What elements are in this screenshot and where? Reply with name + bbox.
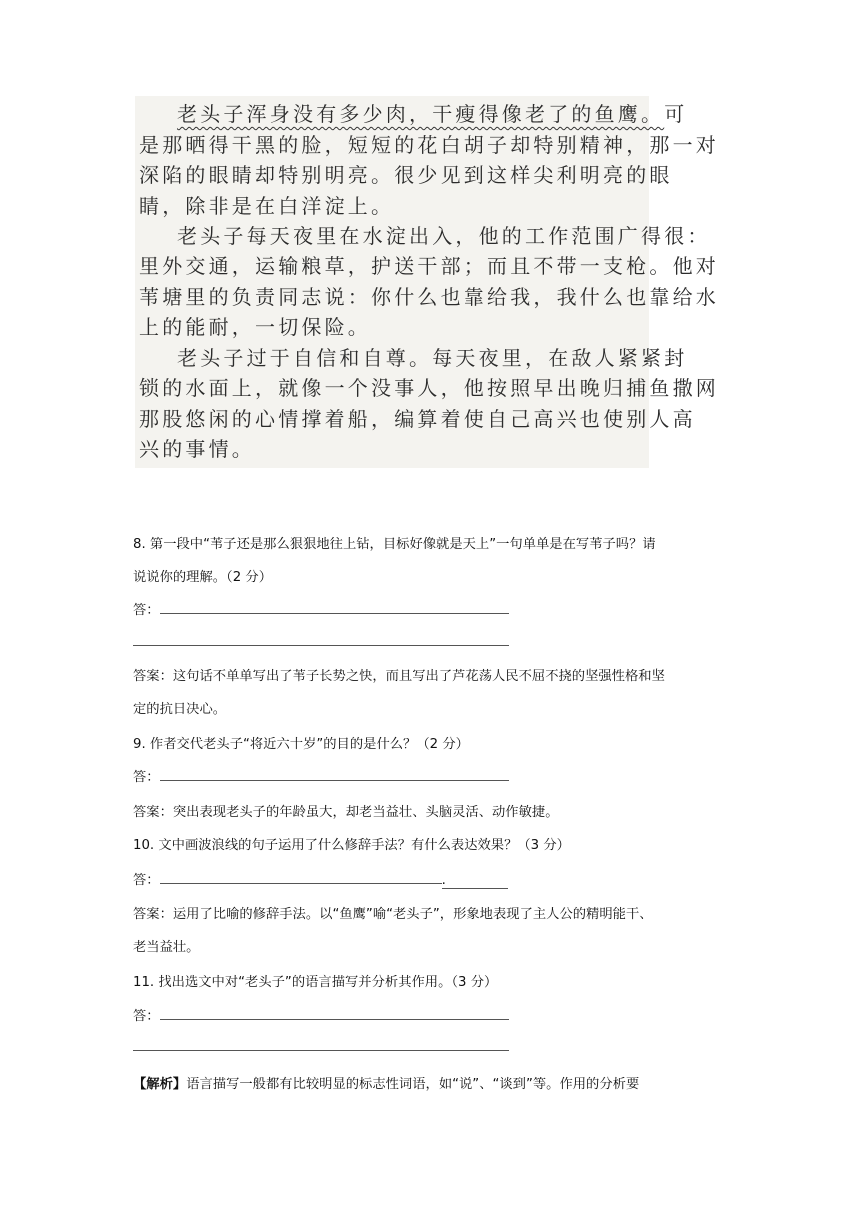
answer-8-line-1: 答案：这句话不单单写出了苇子长势之快，而且写出了芦花荡人民不屈不挠的坚强性格和坚 <box>133 669 665 684</box>
answer-11-blank-line-2[interactable] <box>133 1050 509 1051</box>
passage-line-12: 兴的事情。 <box>139 437 255 461</box>
answer-10-line-2: 老当益壮。 <box>133 940 200 955</box>
passage-line-3: 深陷的眼睛却特别明亮。很少见到这样尖利明亮的眼 <box>139 163 673 187</box>
passage-line-9: 老头子过于自信和自尊。每天夜里，在敌人紧紧封 <box>177 346 688 370</box>
passage-line-6: 里外交通，运输粮草，护送干部；而且不带一支枪。他对 <box>139 254 719 278</box>
answer-prefix: 答： <box>133 770 160 785</box>
passage-excerpt <box>135 96 719 468</box>
answer-blank-line-tail[interactable]: . <box>442 873 508 889</box>
analysis-tag: 【解析】 <box>133 1077 187 1092</box>
answer-11-field[interactable] <box>133 1005 509 1024</box>
passage-line-8: 上的能耐，一切保险。 <box>139 315 371 339</box>
question-11: 11. 找出选文中对“老头子”的语言描写并分析其作用。（3 分） <box>133 975 498 990</box>
analysis-text: 语言描写一般都有比较明显的标志性词语，如“说”、“谈到”等。作用的分析要 <box>186 1077 640 1092</box>
answer-10-line-1: 答案：运用了比喻的修辞手法。以“鱼鹰”喻“老头子”，形象地表现了主人公的精明能干、 <box>133 907 653 922</box>
passage-line-4: 睛，除非是在白洋淀上。 <box>139 194 395 218</box>
answer-blank-line[interactable] <box>160 779 509 781</box>
question-8-line-2: 说说你的理解。（2 分） <box>133 570 273 585</box>
analysis-paragraph <box>133 1073 639 1092</box>
question-10: 10. 文中画波浪线的句子运用了什么修辞手法？有什么表达效果？（3 分） <box>133 838 570 853</box>
answer-8-line-2: 定的抗日决心。 <box>133 702 227 717</box>
answer-prefix: 答： <box>133 603 160 618</box>
answer-blank-line[interactable] <box>160 1018 509 1020</box>
passage-line-10: 锁的水面上，就像一个没事人，他按照早出晚归捕鱼撒网 <box>139 376 719 400</box>
answer-10-field[interactable] <box>133 869 508 889</box>
question-9: 9. 作者交代老头子“将近六十岁”的目的是什么？（2 分） <box>133 737 469 752</box>
passage-line-1: 老头子浑身没有多少肉，干瘦得像老了的鱼鹰。可 <box>177 102 688 126</box>
answer-9-field[interactable] <box>133 766 509 785</box>
answer-prefix: 答： <box>133 1009 160 1024</box>
answer-9: 答案：突出表现老头子的年龄虽大，却老当益壮、头脑灵活、动作敏捷。 <box>133 805 559 820</box>
answer-prefix: 答： <box>133 873 160 888</box>
wavy-underlined-sentence: 老头子浑身没有多少肉，干瘦得像老了的鱼鹰。 <box>177 102 665 126</box>
answer-8-blank-line-2[interactable] <box>133 645 509 646</box>
answer-blank-line[interactable] <box>160 612 509 614</box>
answer-8-field[interactable] <box>133 599 509 618</box>
passage-line-2: 是那晒得干黑的脸，短短的花白胡子却特别精神，那一对 <box>139 133 719 157</box>
passage-line-11: 那股悠闲的心情撑着船，编算着使自己高兴也使别人高 <box>139 407 696 431</box>
question-8-line-1: 8. 第一段中“苇子还是那么狠狠地往上钻，目标好像就是天上”一句单单是在写苇子吗？请 <box>133 537 656 552</box>
passage-line-5: 老头子每天夜里在水淀出入，他的工作范围广得很： <box>177 224 711 248</box>
answer-blank-line[interactable] <box>160 882 442 884</box>
passage-line-7: 苇塘里的负责同志说：你什么也靠给我，我什么也靠给水 <box>139 285 719 309</box>
